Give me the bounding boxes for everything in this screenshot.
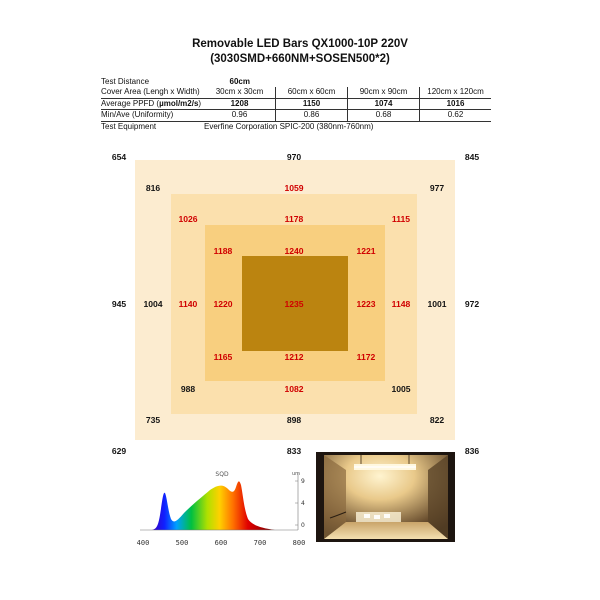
row-equipment (101, 121, 491, 132)
uniformity-value: 0.68 (348, 110, 420, 121)
ppfd-value-point: 945 (111, 299, 127, 309)
ppfd-value-point: 1235 (284, 299, 304, 309)
y-tick: 0 (301, 522, 305, 529)
ppfd-value-point: 1165 (213, 352, 233, 362)
ppfd-label-post: ) (198, 98, 202, 108)
ppfd-value-point: 898 (286, 415, 302, 425)
ppfd-value-point: 629 (111, 446, 127, 456)
uniformity-value: 0.96 (204, 110, 276, 121)
equipment-label: Test Equipment (101, 121, 157, 131)
ppfd-value: 1208 (204, 98, 276, 109)
row-uniformity (101, 110, 491, 121)
test-distance-value: 60cm (229, 77, 250, 86)
ppfd-value-point: 845 (464, 152, 480, 162)
ppfd-value-point: 988 (180, 384, 196, 394)
page-title: Removable LED Bars QX1000-10P 220V (192, 38, 408, 50)
spectrum-curve (152, 481, 275, 530)
ppfd-value: 1016 (420, 98, 492, 109)
ppfd-value-point: 1115 (391, 214, 411, 224)
spectrum-chart (136, 463, 310, 555)
ppfd-label (101, 98, 204, 109)
ppfd-value-point: 822 (429, 415, 445, 425)
y-tick: 4 (301, 500, 305, 507)
uniformity-value: 0.62 (420, 110, 492, 121)
test-distance-label: Test Distance (101, 77, 150, 86)
row-test-distance (101, 77, 491, 87)
cover-area-value: 30cm x 30cm (204, 87, 276, 98)
ppfd-value-point: 1188 (213, 246, 233, 256)
cover-area-value: 90cm x 90cm (348, 87, 420, 98)
ppfd-value-point: 1004 (143, 299, 163, 309)
ppfd-value-point: 1140 (178, 299, 198, 309)
ppfd-value-point: 970 (286, 152, 302, 162)
cover-area-label: Cover Area (Lengh x Width) (101, 87, 204, 98)
ppfd-value-point: 1005 (391, 384, 411, 394)
cover-area-value: 60cm x 60cm (276, 87, 348, 98)
spectrum-label: SQD (215, 471, 229, 478)
ppfd-label-unit: µmol/m2/s (159, 98, 199, 108)
ppfd-value-point: 972 (464, 299, 480, 309)
uniformity-value: 0.86 (276, 110, 348, 121)
grow-tent-photo (316, 452, 455, 542)
ppfd-value-point: 836 (464, 446, 480, 456)
x-tick: 600 (214, 539, 228, 547)
ppfd-value-point: 1212 (284, 352, 304, 362)
ppfd-value-point: 1026 (178, 214, 198, 224)
ppfd-value: 1074 (348, 98, 420, 109)
ppfd-value-point: 1148 (391, 299, 411, 309)
uniformity-label: Min/Ave (Uniformity) (101, 110, 204, 121)
x-tick: 700 (253, 539, 267, 547)
page-subtitle: (3030SMD+660NM+SOSEN500*2) (210, 53, 390, 65)
ppfd-value-point: 1082 (284, 384, 304, 394)
y-tick: 9 (301, 478, 305, 485)
spectrum-unit: um (292, 471, 301, 477)
x-tick: 500 (175, 539, 189, 547)
ppfd-value-point: 1059 (284, 183, 304, 193)
ppfd-value-point: 1221 (356, 246, 376, 256)
spec-table (101, 77, 491, 132)
ppfd-value-point: 1223 (356, 299, 376, 309)
cover-area-value: 120cm x 120cm (420, 87, 492, 98)
row-cover-area (101, 87, 491, 98)
ppfd-value-point: 1220 (213, 299, 233, 309)
x-tick: 400 (136, 539, 150, 547)
ppfd-value-point: 1172 (356, 352, 376, 362)
ppfd-value: 1150 (276, 98, 348, 109)
ppfd-value-point: 833 (286, 446, 302, 456)
ppfd-value-point: 1178 (284, 214, 304, 224)
ppfd-value-point: 654 (111, 152, 127, 162)
row-ppfd (101, 98, 491, 109)
ppfd-value-point: 1240 (284, 246, 304, 256)
x-tick: 800 (292, 539, 306, 547)
ppfd-value-point: 1001 (427, 299, 447, 309)
equipment-value: Everfine Corporation SPIC-200 (380nm-760nm) (204, 121, 374, 131)
ppfd-value-point: 816 (145, 183, 161, 193)
ppfd-value-point: 735 (145, 415, 161, 425)
ppfd-value-point: 977 (429, 183, 445, 193)
ppfd-label-pre: Average PPFD ( (101, 98, 160, 108)
